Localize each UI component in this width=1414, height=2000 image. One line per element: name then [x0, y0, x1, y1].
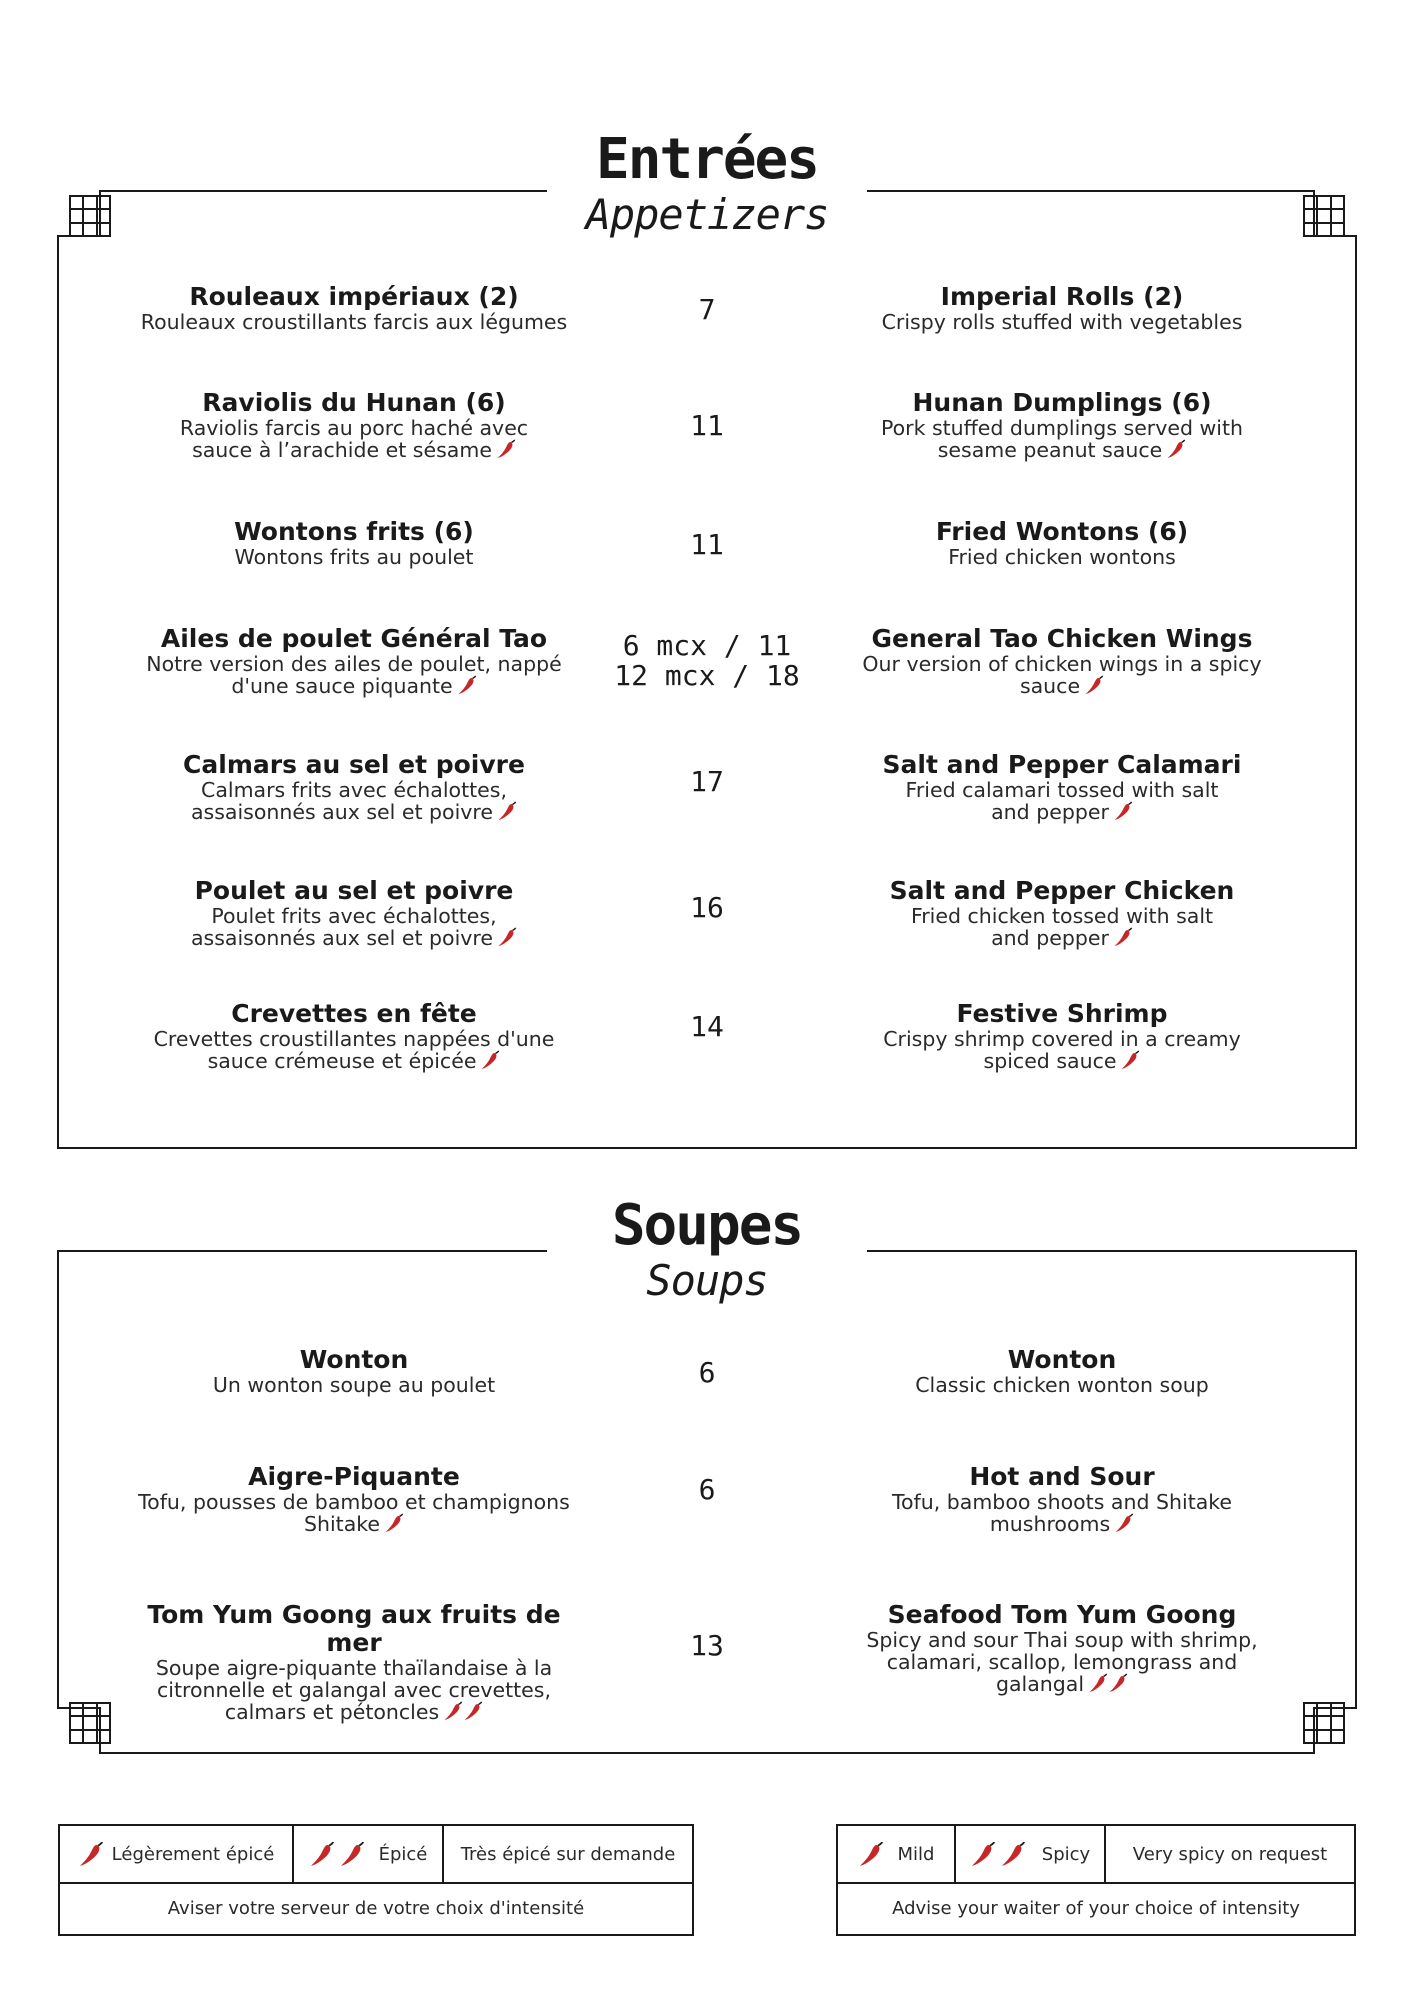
item-description: [842, 905, 1282, 927]
item-description: [134, 417, 574, 439]
chili-pepper-icon: [1120, 1050, 1140, 1070]
item-description: [134, 1679, 574, 1701]
price-line: 6: [698, 1473, 716, 1506]
spice-legend-en: [836, 1824, 1356, 1936]
chili-group: [858, 1841, 888, 1867]
item-french: [134, 518, 574, 568]
menu-item: [0, 877, 1414, 987]
item-description: [134, 779, 574, 801]
item-description: [134, 653, 574, 675]
item-description-text: Spicy and sour Thai soup with shrimp,: [866, 1628, 1258, 1652]
item-description: [842, 801, 1282, 823]
item-english: [842, 1601, 1282, 1695]
chili-pepper-icon: [1114, 1513, 1134, 1533]
item-french: [134, 389, 574, 461]
legend-very-spicy-cell: [442, 1826, 692, 1882]
item-description-text: assaisonnés aux sel et poivre: [190, 926, 494, 950]
item-english: [842, 283, 1282, 333]
item-english: [842, 1346, 1282, 1396]
legend-very-spicy-cell: [1104, 1826, 1354, 1882]
price-line: 7: [698, 293, 716, 326]
item-english: [842, 877, 1282, 949]
item-description-text: Pork stuffed dumplings served with: [880, 416, 1244, 440]
menu-item: [0, 625, 1414, 735]
item-description: [842, 1374, 1282, 1396]
legend-spicy-label: Épicé: [378, 1843, 428, 1865]
item-description-text: Tofu, pousses de bamboo et champignons: [138, 1490, 570, 1514]
chili-pepper-icon: [78, 1841, 104, 1867]
item-description: [842, 1513, 1282, 1535]
item-price: [587, 411, 827, 441]
price-line: 12 mcx / 18: [614, 659, 800, 692]
item-french: [134, 1000, 574, 1072]
item-description-text: and pepper: [991, 926, 1109, 950]
item-french: [134, 1463, 574, 1535]
item-price: [587, 1475, 827, 1505]
chili-pepper-icon: [970, 1841, 996, 1867]
item-description-text: Crevettes croustillantes nappées d'une: [153, 1027, 555, 1051]
item-description: [134, 675, 574, 697]
appetizers-title-fr: Entrées: [595, 127, 818, 192]
chili-pepper-icon: [1088, 1673, 1108, 1693]
item-description-text: Classic chicken wonton soup: [915, 1373, 1209, 1397]
soups-title-fr: Soupes: [611, 1193, 803, 1258]
item-description-text: Soupe aigre-piquante thaïlandaise à la: [155, 1656, 553, 1680]
item-name: Imperial Rolls (2): [940, 282, 1184, 311]
spice-legend-fr: [58, 1824, 694, 1936]
item-description: [134, 1050, 574, 1072]
chili-pepper-icon: [309, 1841, 335, 1867]
item-price: [587, 893, 827, 923]
price-line: 16: [690, 891, 724, 924]
item-description-text: citronnelle et galangal avec crevettes,: [156, 1678, 551, 1702]
item-price: [587, 295, 827, 325]
item-description: [134, 1701, 574, 1723]
item-name: Salt and Pepper Calamari: [882, 750, 1242, 779]
chili-pepper-icon: [339, 1841, 365, 1867]
item-description-text: galangal: [995, 1672, 1085, 1696]
item-description-text: spiced sauce: [983, 1049, 1117, 1073]
price-line: 13: [690, 1629, 724, 1662]
item-english: [842, 625, 1282, 697]
price-line: 6: [698, 1356, 716, 1389]
legend-mild-cell: [838, 1826, 954, 1882]
item-description: [842, 1651, 1282, 1673]
item-description-text: mushrooms: [989, 1512, 1111, 1536]
item-french: [134, 1601, 574, 1723]
item-description: [134, 1513, 574, 1535]
item-price: [587, 1358, 827, 1388]
item-description: [842, 439, 1282, 461]
legend-very-spicy-label: Very spicy on request: [1132, 1843, 1328, 1865]
item-description: [842, 311, 1282, 333]
item-description-text: sauce crémeuse et épicée: [207, 1049, 477, 1073]
price-line: 11: [690, 528, 724, 561]
price-line: 17: [690, 765, 724, 798]
item-description: [842, 1028, 1282, 1050]
legend-spicy-cell: [292, 1826, 442, 1882]
item-description: [134, 439, 574, 461]
item-name: Raviolis du Hunan (6): [202, 388, 506, 417]
legend-mild-label: Légèrement épicé: [111, 1843, 275, 1865]
item-name: Crevettes en fête: [231, 999, 477, 1028]
item-english: [842, 751, 1282, 823]
item-english: [842, 1000, 1282, 1072]
chili-pepper-icon: [480, 1050, 500, 1070]
legend-spicy-cell: [954, 1826, 1104, 1882]
item-name: Aigre-Piquante: [248, 1462, 460, 1491]
chili-group: [78, 1841, 108, 1867]
item-description: [842, 779, 1282, 801]
item-description-text: Poulet frits avec échalottes,: [211, 904, 497, 928]
item-price: [587, 767, 827, 797]
price-line: 14: [690, 1010, 724, 1043]
item-description: [134, 311, 574, 333]
item-name: Fried Wontons (6): [935, 517, 1189, 546]
item-description-text: Un wonton soupe au poulet: [212, 1373, 496, 1397]
item-description-text: Crispy shrimp covered in a creamy: [883, 1027, 1241, 1051]
item-description-text: Fried calamari tossed with salt: [905, 778, 1219, 802]
chili-group: [970, 1841, 1030, 1867]
item-price: [587, 1012, 827, 1042]
menu-item: [0, 518, 1414, 628]
chili-pepper-icon: [497, 801, 517, 821]
item-french: [134, 625, 574, 697]
chili-pepper-icon: [1108, 1673, 1128, 1693]
item-name: Hunan Dumplings (6): [912, 388, 1212, 417]
item-description: [842, 1491, 1282, 1513]
chili-pepper-icon: [1166, 439, 1186, 459]
legend-spicy-label: Spicy: [1041, 1843, 1091, 1865]
item-description-text: Raviolis farcis au porc haché avec: [179, 416, 529, 440]
menu-item: [0, 1000, 1414, 1110]
item-description-text: Our version of chicken wings in a spicy: [862, 652, 1262, 676]
menu-item: [0, 751, 1414, 861]
item-description-text: calmars et pétoncles: [224, 1700, 440, 1724]
item-description: [842, 1050, 1282, 1072]
chili-pepper-icon: [1084, 675, 1104, 695]
item-description-text: Calmars frits avec échalottes,: [201, 778, 507, 802]
item-english: [842, 1463, 1282, 1535]
legend-very-spicy-label: Très épicé sur demande: [460, 1843, 676, 1865]
item-description: [134, 927, 574, 949]
item-description: [842, 675, 1282, 697]
menu-item: [0, 1346, 1414, 1456]
item-description: [842, 1629, 1282, 1651]
item-french: [134, 283, 574, 333]
item-description-text: Notre version des ailes de poulet, nappé: [146, 652, 562, 676]
item-description-text: assaisonnés aux sel et poivre: [190, 800, 494, 824]
chili-pepper-icon: [496, 439, 516, 459]
item-name: General Tao Chicken Wings: [871, 624, 1253, 653]
item-description: [842, 653, 1282, 675]
item-description-text: d'une sauce piquante: [231, 674, 453, 698]
appetizers-title-en: Appetizers: [585, 190, 829, 239]
item-name: Poulet au sel et poivre: [194, 876, 514, 905]
chili-pepper-icon: [463, 1701, 483, 1721]
soups-heading: [0, 1193, 1414, 1306]
menu-item: [0, 1600, 1414, 1724]
chili-group: [309, 1841, 369, 1867]
item-price: [587, 1631, 827, 1661]
item-name: Seafood Tom Yum Goong: [887, 1600, 1237, 1629]
legend-mild-cell: [60, 1826, 292, 1882]
item-description-text: Rouleaux croustillants farcis aux légumes: [140, 310, 568, 334]
legend-note: Aviser votre serveur de votre choix d'intensité: [167, 1897, 585, 1919]
item-description-text: and pepper: [991, 800, 1109, 824]
item-price: [587, 631, 827, 691]
item-english: [842, 518, 1282, 568]
chili-pepper-icon: [497, 927, 517, 947]
chili-pepper-icon: [443, 1701, 463, 1721]
item-name: Festive Shrimp: [956, 999, 1168, 1028]
item-description: [842, 417, 1282, 439]
item-description-text: Fried chicken tossed with salt: [910, 904, 1214, 928]
item-name: Calmars au sel et poivre: [183, 750, 525, 779]
item-description: [134, 1028, 574, 1050]
soups-title-en: Soups: [646, 1256, 768, 1305]
item-description-text: Tofu, bamboo shoots and Shitake: [891, 1490, 1233, 1514]
item-description: [134, 1374, 574, 1396]
item-description: [842, 927, 1282, 949]
appetizers-heading: [0, 127, 1414, 240]
item-name: Wontons frits (6): [234, 517, 474, 546]
chili-pepper-icon: [1113, 927, 1133, 947]
item-description-text: Crispy rolls stuffed with vegetables: [881, 310, 1243, 334]
item-description: [134, 1657, 574, 1679]
chili-pepper-icon: [1113, 801, 1133, 821]
item-english: [842, 389, 1282, 461]
item-name: Rouleaux impériaux (2): [189, 282, 519, 311]
item-description-text: Wontons frits au poulet: [234, 545, 474, 569]
price-line: 6 mcx / 11: [622, 629, 792, 662]
chili-pepper-icon: [858, 1841, 884, 1867]
item-french: [134, 877, 574, 949]
item-description-text: sauce à l’arachide et sésame: [192, 438, 492, 462]
item-description: [842, 1673, 1282, 1695]
item-name: Wonton: [299, 1345, 409, 1374]
chili-pepper-icon: [1000, 1841, 1026, 1867]
item-description-text: Shitake: [303, 1512, 381, 1536]
menu-item: [0, 283, 1414, 393]
price-line: 11: [690, 409, 724, 442]
chili-pepper-icon: [457, 675, 477, 695]
menu-item: [0, 389, 1414, 499]
item-name: Wonton: [1007, 1345, 1117, 1374]
item-description: [134, 905, 574, 927]
item-name: Ailes de poulet Général Tao: [160, 624, 548, 653]
item-name: Tom Yum Goong aux fruits de mer: [147, 1600, 561, 1657]
item-description: [134, 546, 574, 568]
menu-item: [0, 1463, 1414, 1573]
item-description: [134, 801, 574, 823]
item-description-text: calamari, scallop, lemongrass and: [886, 1650, 1238, 1674]
item-description-text: Fried chicken wontons: [948, 545, 1176, 569]
item-description-text: sesame peanut sauce: [937, 438, 1163, 462]
item-description: [134, 1491, 574, 1513]
item-description: [842, 546, 1282, 568]
item-name: Salt and Pepper Chicken: [889, 876, 1235, 905]
item-name: Hot and Sour: [969, 1462, 1155, 1491]
item-price: [587, 530, 827, 560]
legend-note: Advise your waiter of your choice of intensity: [892, 1897, 1300, 1919]
legend-mild-label: Mild: [897, 1843, 935, 1865]
chili-pepper-icon: [384, 1513, 404, 1533]
item-description-text: sauce: [1019, 674, 1081, 698]
item-french: [134, 1346, 574, 1396]
item-french: [134, 751, 574, 823]
